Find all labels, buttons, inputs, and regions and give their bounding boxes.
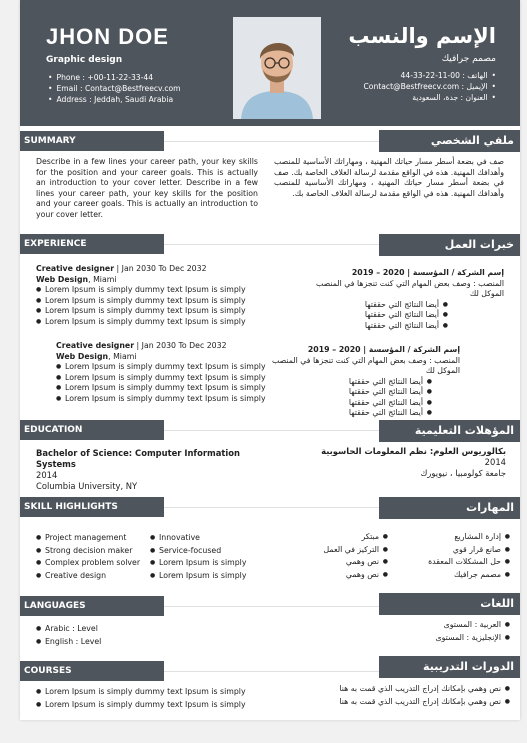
education-entry-ar [286, 446, 506, 479]
section-title-experience-ar: خبرات العمل [379, 234, 520, 256]
job-dates: | Jan 2030 To Dec 2032 [136, 341, 227, 350]
skills-list-ar-2 [278, 531, 388, 581]
summary-text-ar: صف في بضعة أسطر مسار حياتك المهنية ، ومهاراتك الأساسية للمنصب وأهدافك المهنية. هذه في الواقع مقدمة لرسالة الغلاف الخاصة بك. صف في بضعة أسطر مسار حياتك المهنية ، ومهاراتك الأساسية للمنصب وأهدافك المهنية. هذه في الواقع مقدمة لرسالة الغلاف الخاصة بك. [274, 157, 504, 198]
job-role: Creative designer [36, 264, 115, 273]
list-item: ● Strong decision maker [36, 545, 151, 558]
list-item: ● الإنجليزية : المستوى [310, 632, 510, 645]
list-item: ● أيضا النتائج التي حققتها [294, 321, 448, 332]
languages-list-ar [310, 619, 510, 644]
list-item: ● Innovative [150, 532, 270, 545]
list-item: ● أيضا النتائج التي حققتها [260, 387, 432, 398]
address-en: • Address : Jeddah, Saudi Arabia [48, 94, 181, 105]
list-item: ● Lorem Ipsum is simply [150, 557, 270, 570]
list-item: ● أيضا النتائج التي حققتها [294, 300, 448, 311]
name-en: JHON DOE [46, 24, 169, 49]
profile-photo [233, 17, 321, 119]
degree-ar: بكالوريوس العلوم: نظم المعلومات الحاسوبية [321, 446, 506, 456]
degree-en: Bachelor of Science: Computer Information Systems [36, 448, 240, 469]
list-item: ● نص وهمي بإمكانك إدراج التدريب الذي قمت به هنا [280, 683, 510, 696]
list-item: ● English : Level [36, 636, 236, 649]
divider [164, 671, 379, 672]
name-ar: الإسم والنسب [348, 24, 496, 48]
experience-entry-en-2 [56, 341, 271, 404]
degree-year-en: 2014 [36, 470, 58, 480]
summary-text-en: Describe in a few lines your career path, your key skills for the position and your career goals. This is actually an introduction to your cover letter. Describe in a few lines your career path, your key skills for the position and your career goals. This is actually an introduction to your cover letter. [36, 157, 258, 219]
skills-list-en-2 [150, 532, 270, 582]
skills-list-ar-1 [400, 531, 510, 581]
experience-entry-ar-1 [294, 268, 504, 331]
list-item: ● إدارة المشاريع [400, 531, 510, 544]
divider [164, 244, 379, 245]
list-item: ● Lorem Ipsum is simply dummy text Ipsum is simply [36, 306, 266, 317]
list-item: ● مبتكر [278, 531, 388, 544]
experience-entry-ar-2 [260, 345, 460, 419]
list-item: ● Lorem Ipsum is simply dummy text Ipsum is simply [36, 296, 266, 307]
school-en: Columbia University, NY [36, 481, 138, 491]
email-en: • Email : Contact@Bestfreecv.com [48, 83, 181, 94]
address-ar: • العنوان : جدة، السعودية [364, 92, 497, 103]
job-role-ar: المنصب : وصف بعض المهام التي كنت تنجزها في المنصب الموكل لك [271, 355, 460, 375]
list-item: ● أيضا النتائج التي حققتها [294, 310, 448, 321]
section-title-education-ar: المؤهلات التعليمية [379, 420, 520, 442]
job-title-ar: مصمم جرافيك [441, 54, 496, 64]
resume-header [20, 0, 520, 126]
list-item: ● Lorem Ipsum is simply dummy text Ipsum is simply [56, 362, 271, 373]
section-title-languages-ar: اللغات [379, 593, 520, 615]
divider [164, 141, 379, 142]
list-item: ● Service-focused [150, 545, 270, 558]
degree-year-ar: 2014 [484, 457, 506, 467]
section-title-courses-en: COURSES [20, 661, 164, 681]
phone-ar: • الهاتف : 00-11-22-33-44 [364, 70, 497, 81]
list-item: ● Lorem Ipsum is simply dummy text Ipsum is simply [56, 373, 271, 384]
section-title-languages-en: LANGUAGES [20, 596, 164, 616]
section-title-summary-ar: ملفي الشخصي [379, 130, 520, 152]
courses-list-en [36, 686, 266, 711]
job-heading-ar: إسم الشركة / المؤسسة | 2020 – 2019 [307, 345, 460, 354]
section-title-summary-en: SUMMARY [20, 131, 164, 151]
list-item: ● أيضا النتائج التي حققتها [260, 398, 432, 409]
list-item: ● نص وهمي بإمكانك إدراج التدريب الذي قمت به هنا [280, 696, 510, 709]
list-item: ● حل المشكلات المعقدة [400, 556, 510, 569]
divider [164, 507, 379, 508]
phone-en: • Phone : +00-11-22-33-44 [48, 72, 181, 83]
list-item: ● نص وهمي [278, 569, 388, 582]
job-role: Creative designer [56, 341, 135, 350]
divider [164, 430, 379, 431]
section-title-skills-ar: المهارات [379, 497, 520, 519]
list-item: ● مصمم جرافيك [400, 569, 510, 582]
person-portrait-icon [233, 17, 321, 119]
list-item: ● التركيز في العمل [278, 544, 388, 557]
list-item: ● Lorem Ipsum is simply [150, 570, 270, 583]
skills-list-en-1 [36, 532, 151, 582]
section-title-experience-en: EXPERIENCE [20, 234, 164, 254]
job-role-ar: المنصب : وصف بعض المهام التي كنت تنجزها في المنصب الموكل لك [315, 278, 504, 298]
job-heading-ar: إسم الشركة / المؤسسة | 2020 – 2019 [351, 268, 504, 277]
section-title-courses-ar: الدورات التدريبية [379, 656, 520, 678]
divider [164, 606, 379, 607]
list-item: ● Lorem Ipsum is simply dummy text Ipsum is simply [56, 383, 271, 394]
list-item: ● Lorem Ipsum is simply dummy text Ipsum is simply [36, 317, 266, 328]
list-item: ● Lorem Ipsum is simply dummy text Ipsum is simply [36, 699, 266, 712]
courses-list-ar [280, 683, 510, 708]
job-company: Web Design [36, 274, 89, 284]
list-item: ● Project management [36, 532, 151, 545]
contact-list-ar [364, 70, 497, 103]
list-item: ● Lorem Ipsum is simply dummy text Ipsum is simply [56, 394, 271, 405]
list-item: ● Creative design [36, 570, 151, 583]
list-item: ● Complex problem solver [36, 557, 151, 570]
contact-list-en [48, 72, 181, 105]
job-company: Web Design [56, 351, 109, 361]
list-item: ● Arabic : Level [36, 623, 236, 636]
job-location: , Miami [108, 351, 137, 361]
list-item: ● Lorem Ipsum is simply dummy text Ipsum is simply [36, 285, 266, 296]
section-title-education-en: EDUCATION [20, 420, 164, 440]
list-item: ● العربية : المستوى [310, 619, 510, 632]
resume-page [20, 0, 520, 720]
job-title-en: Graphic design [46, 55, 123, 65]
school-ar: جامعة كولومبيا ، نيويورك [420, 468, 506, 478]
job-dates: | Jan 2030 To Dec 2032 [116, 264, 207, 273]
section-title-skills-en: SKILL HIGHLIGHTS [20, 497, 164, 517]
job-location: , Miami [88, 274, 117, 284]
experience-entry-en-1 [36, 264, 266, 327]
list-item: ● أيضا النتائج التي حققتها [260, 377, 432, 388]
languages-list-en [36, 623, 236, 648]
list-item: ● صانع قرار قوي [400, 544, 510, 557]
list-item: ● Lorem Ipsum is simply dummy text Ipsum is simply [36, 686, 266, 699]
education-entry-en [36, 448, 276, 492]
email-ar: • الإيميل : Contact@Bestfreecv.com [364, 81, 497, 92]
list-item: ● نص وهمي [278, 556, 388, 569]
list-item: ● أيضا النتائج التي حققتها [260, 408, 432, 419]
